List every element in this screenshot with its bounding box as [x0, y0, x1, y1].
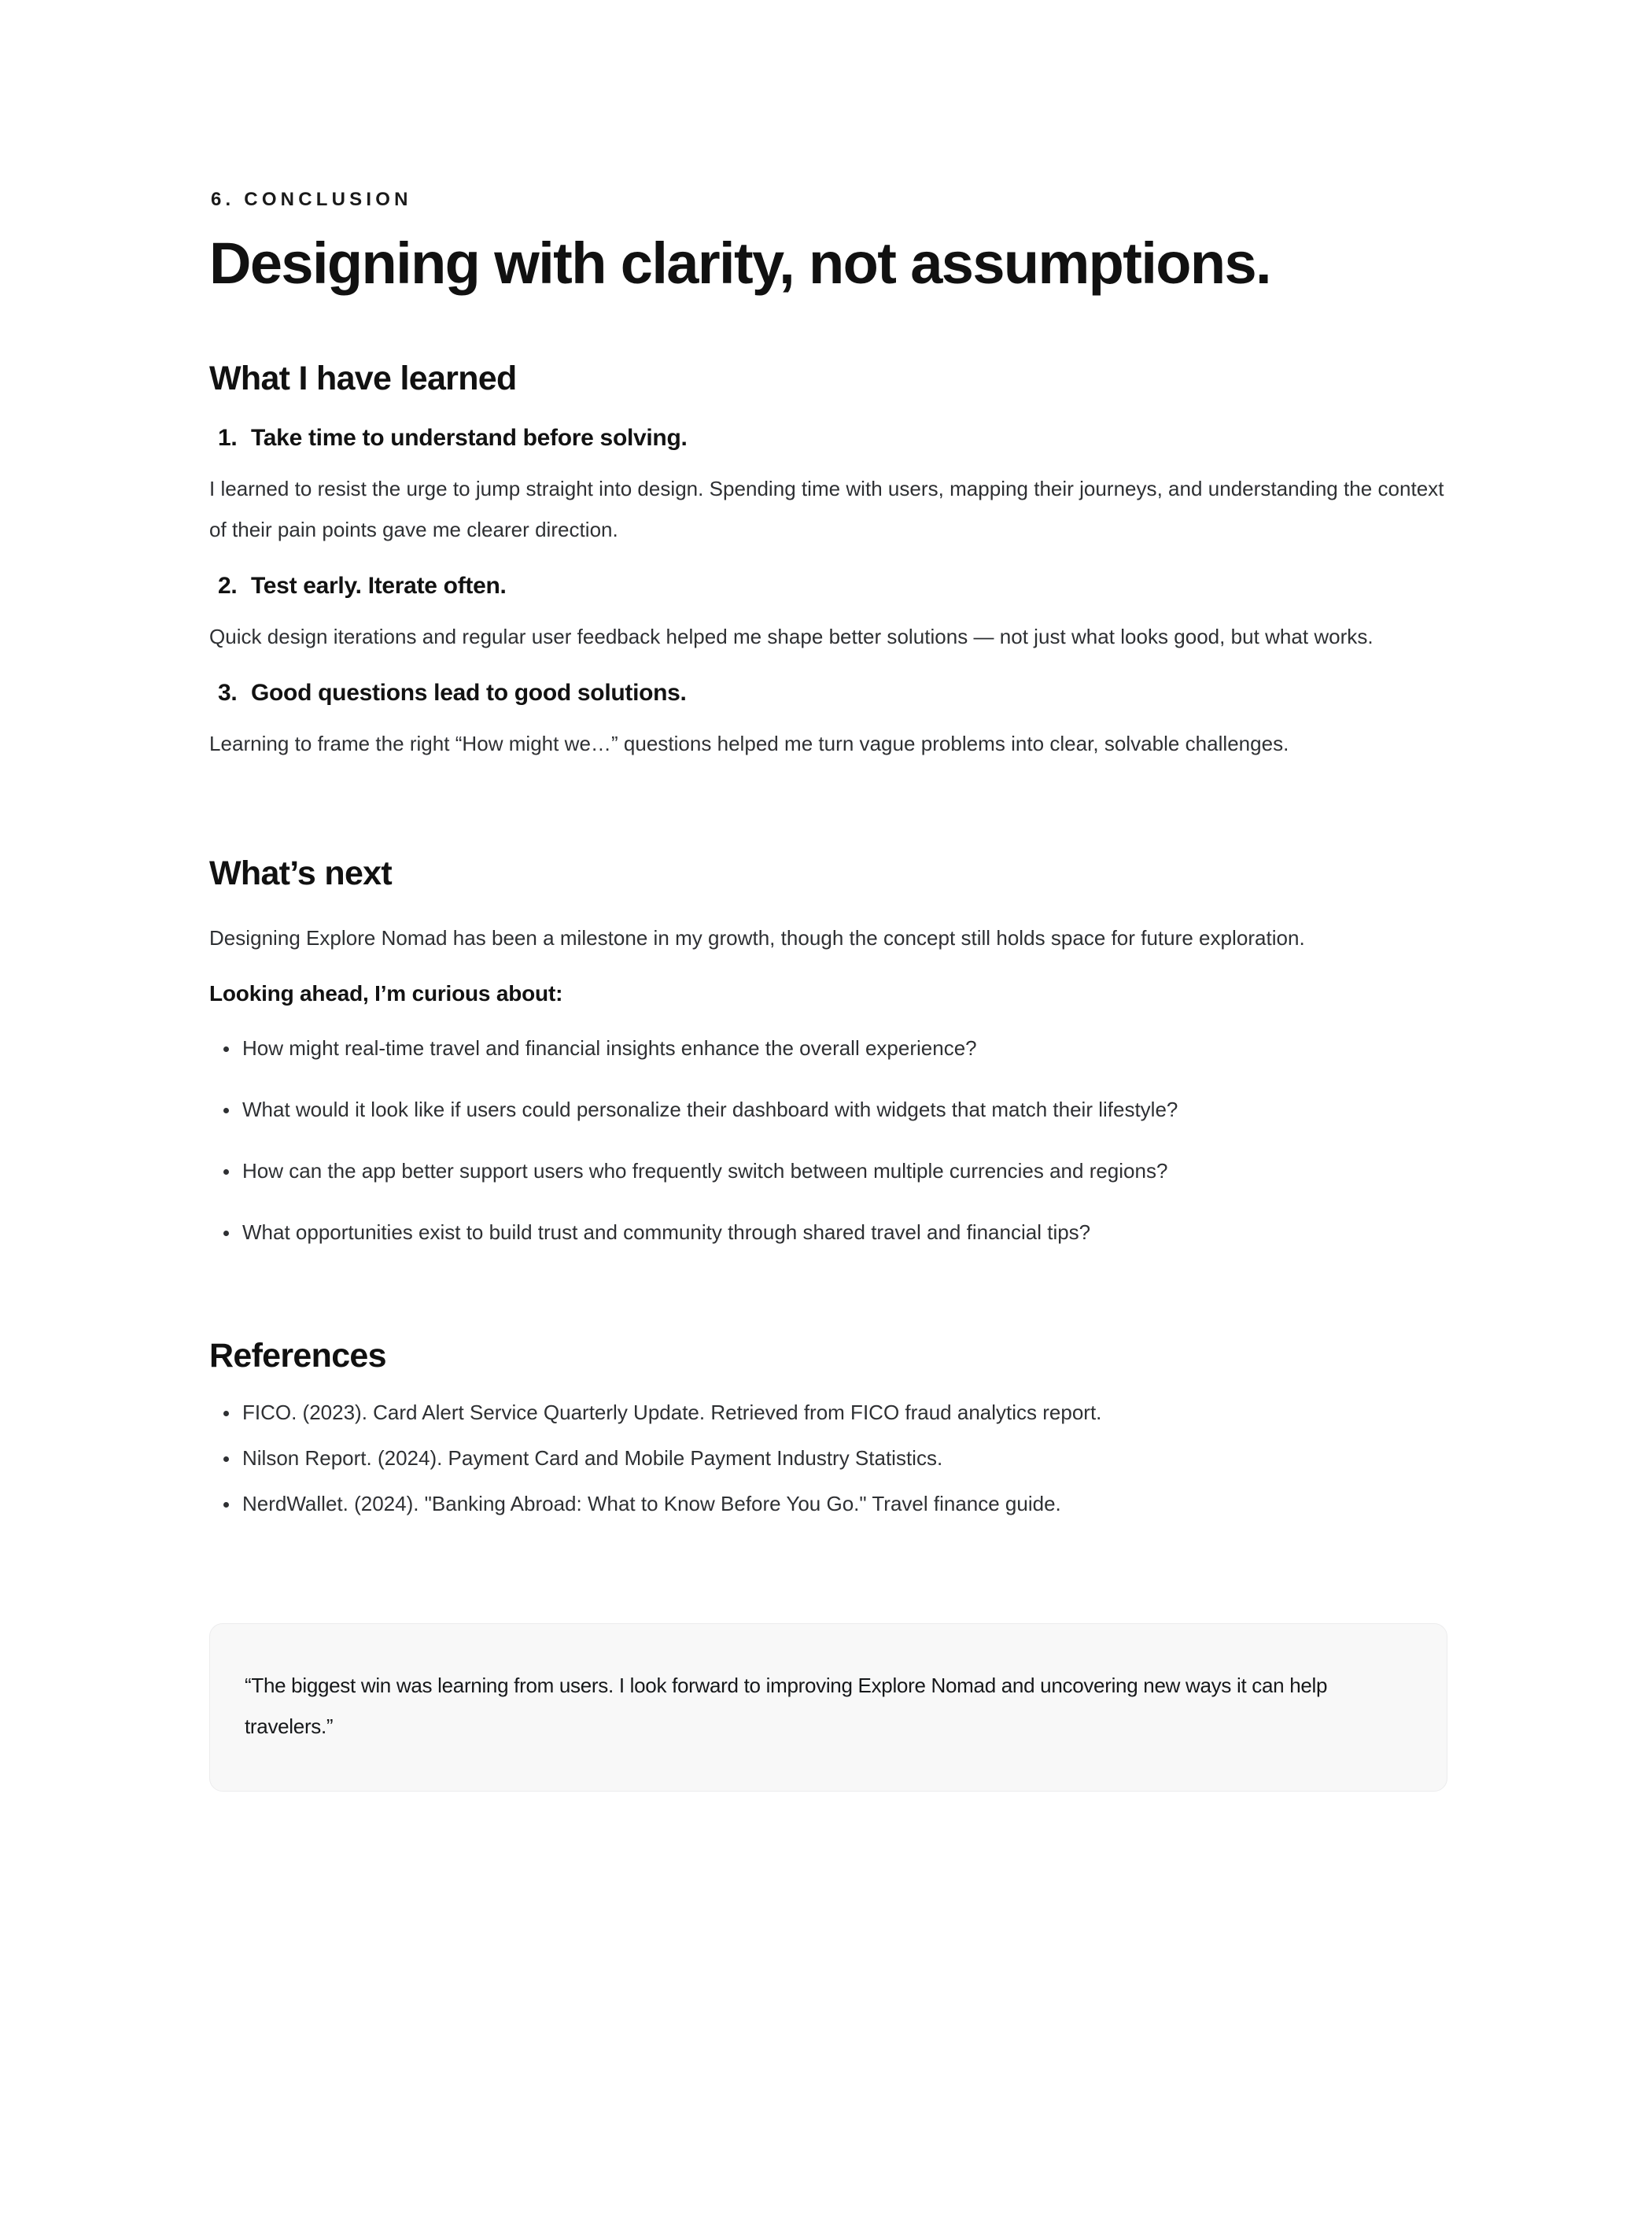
spacer — [209, 601, 1449, 616]
learning-number: 2. — [218, 573, 238, 600]
section-whats-next — [209, 854, 1449, 1247]
list-item — [209, 423, 1449, 550]
list-item: What would it look like if users could personalize their dashboard with widgets that match their lifestyle? — [209, 1094, 1449, 1125]
heading-references: References — [209, 1336, 386, 1375]
heading-what-i-have-learned: What I have learned — [209, 359, 517, 397]
section-what-i-have-learned — [209, 360, 1449, 764]
list-item: FICO. (2023). Card Alert Service Quarterly Update. Retrieved from FICO fraud analytics report. — [209, 1397, 1449, 1428]
whats-next-body: Designing Explore Nomad has been a milestone in my growth, though the concept still holds space for future exploration. — [209, 925, 1305, 950]
spacer — [209, 295, 1449, 360]
learning-body: I learned to resist the urge to jump straight into design. Spending time with users, mapping their journeys, and understanding the context of their pain points gave me clearer direction. — [209, 477, 1444, 542]
list-item: What opportunities exist to build trust and community through shared travel and financial tips? — [209, 1217, 1449, 1248]
list-item: NerdWallet. (2024). "Banking Abroad: What to Know Before You Go." Travel finance guide. — [209, 1489, 1449, 1519]
spacer — [209, 708, 1449, 723]
spacer — [209, 1375, 1449, 1397]
spacer — [209, 550, 1449, 570]
list-item — [209, 570, 1449, 657]
spacer — [209, 764, 1449, 854]
learning-number: 1. — [218, 425, 238, 452]
spacer — [209, 894, 1449, 917]
closing-quote-text: “The biggest win was learning from users. I look forward to improving Explore Nomad and uncovering new ways it can help travelers.” — [245, 1674, 1328, 1739]
spacer — [209, 453, 1449, 468]
learning-title: Good questions lead to good solutions. — [251, 680, 687, 707]
section-references — [209, 1337, 1449, 1519]
heading-whats-next: What’s next — [209, 854, 393, 893]
spacer — [209, 1010, 1449, 1033]
learning-body: Learning to frame the right “How might we…” questions helped me turn vague problems into clear, solvable challenges. — [209, 732, 1289, 756]
section-eyebrow: 6. CONCLUSION — [211, 189, 412, 210]
learnings-list — [209, 423, 1449, 764]
spacer — [209, 657, 1449, 677]
spacer — [209, 398, 1449, 423]
learning-body: Quick design iterations and regular user feedback helped me shape better solutions — not just what looks good, but what works. — [209, 625, 1374, 649]
learning-title: Test early. Iterate often. — [251, 573, 507, 600]
looking-ahead-lead: Looking ahead, I’m curious about: — [209, 980, 563, 1006]
closing-quote-card — [209, 1623, 1447, 1792]
learning-heading — [209, 677, 1449, 708]
spacer — [209, 1248, 1449, 1337]
spacer — [209, 1519, 1449, 1623]
page-content — [209, 189, 1449, 1792]
learning-number: 3. — [218, 680, 238, 707]
learning-heading — [209, 570, 1449, 601]
learning-title: Take time to understand before solving. — [251, 425, 688, 452]
spacer — [209, 958, 1449, 977]
list-item: Nilson Report. (2024). Payment Card and Mobile Payment Industry Statistics. — [209, 1443, 1449, 1474]
list-item: How might real-time travel and financial insights enhance the overall experience? — [209, 1033, 1449, 1064]
page-title: Designing with clarity, not assumptions. — [209, 230, 1271, 296]
references-list — [209, 1397, 1449, 1519]
learning-heading — [209, 423, 1449, 453]
list-item — [209, 677, 1449, 764]
list-item: How can the app better support users who frequently switch between multiple currencies and regions? — [209, 1156, 1449, 1187]
curiosity-questions-list — [209, 1033, 1449, 1248]
